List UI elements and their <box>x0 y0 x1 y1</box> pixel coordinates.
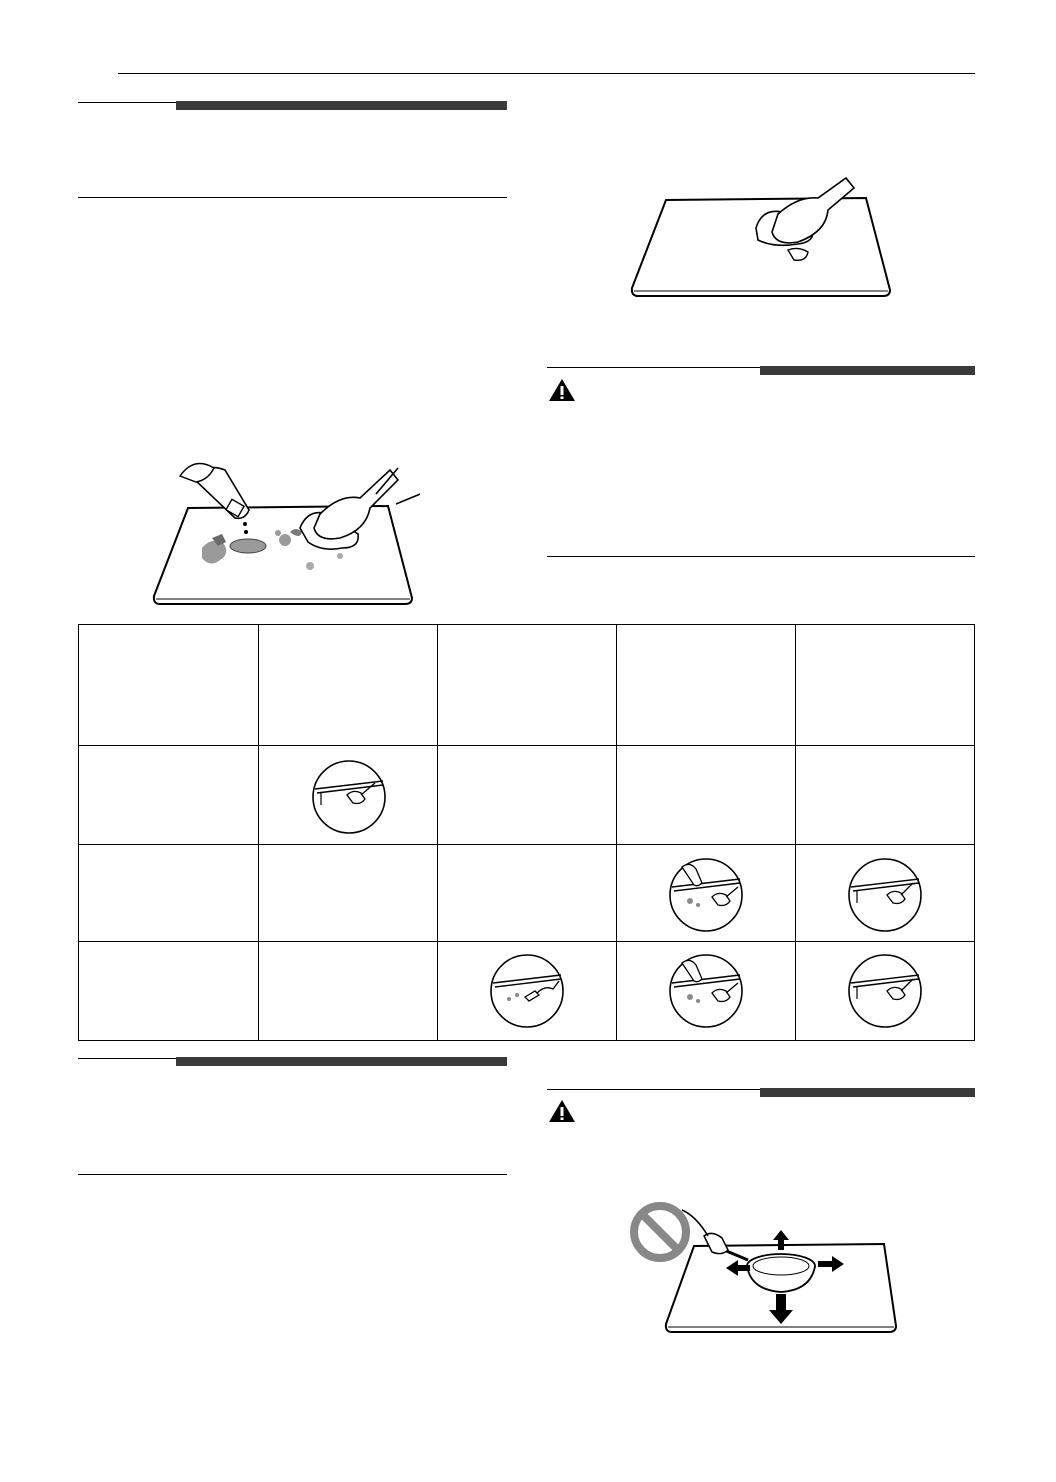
table-thumb-wipe <box>847 857 923 933</box>
warning-heading-bar <box>760 366 975 375</box>
table-col-divider <box>795 625 796 1040</box>
warning-triangle-icon <box>548 378 576 402</box>
table-row-divider <box>79 745 974 746</box>
table-thumb-wipe <box>847 953 923 1029</box>
warning-rule-thin <box>547 367 762 368</box>
warning-rule-thin <box>547 1089 762 1090</box>
prohibited-icon <box>634 1206 686 1258</box>
wipe-cooktop-illustration <box>628 172 894 302</box>
cleaning-illustration <box>150 458 420 608</box>
table-row-divider <box>79 941 974 942</box>
section-heading-bar <box>176 1057 507 1066</box>
section-bottom-rule <box>78 197 507 198</box>
table-col-divider <box>437 625 438 1040</box>
section-rule-thin <box>78 102 178 103</box>
no-sliding-pan-illustration <box>626 1200 898 1336</box>
warning-triangle-icon <box>548 1099 576 1123</box>
warning-heading-bar <box>760 1088 975 1097</box>
table-col-divider <box>258 625 259 1040</box>
section-bottom-rule <box>78 1174 507 1175</box>
table-col-divider <box>616 625 617 1040</box>
warning-bottom-rule <box>547 556 975 557</box>
section-rule-thin <box>78 1058 178 1059</box>
cleaning-table <box>78 624 975 1041</box>
page-top-rule <box>118 73 975 74</box>
table-thumb-cleaner-wipe <box>668 857 744 933</box>
table-thumb-cleaner-wipe <box>668 953 744 1029</box>
table-row-divider <box>79 844 974 845</box>
table-thumb-scrape <box>489 953 565 1029</box>
table-thumb-wipe <box>311 759 387 835</box>
section-heading-bar <box>176 101 507 110</box>
